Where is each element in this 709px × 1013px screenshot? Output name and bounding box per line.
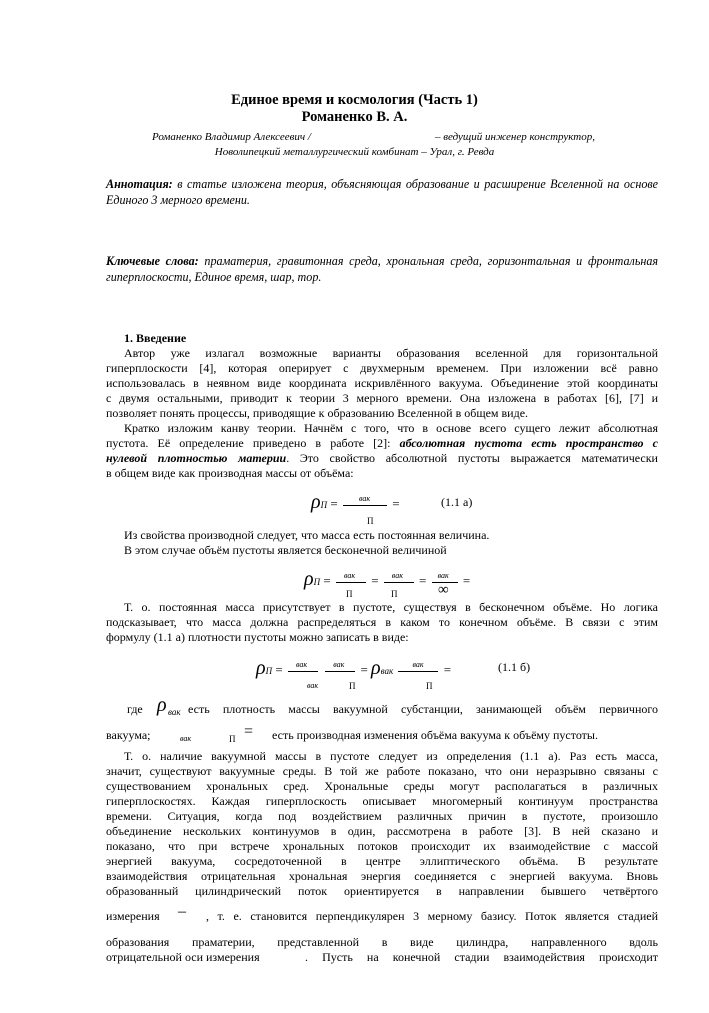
p4-line: энергией вакуума, сосредоточенной в центре эллиптического объёма. В результате [106,854,658,868]
p2-text: пустота. Её определение приведено в работе [2]: [106,436,400,450]
minus-sign: – [178,903,186,920]
paper-author: Романенко В. А. [301,109,408,125]
equation-number: (1.1 а) [441,495,473,509]
infinity-symbol: ∞ [438,582,449,598]
p1-line: позволяет понять процессы, приводящие к образованию Вселенной в общем виде. [106,406,529,420]
p1-line: Автор уже излагал возможные варианты образования вселенной для горизонтальной [124,346,658,360]
p3-line: формулу (1.1 а) плотности пустоты можно записать в виде: [106,630,409,644]
text-line: В этом случае объём пустоты является бесконечной величиной [124,543,447,557]
p3-line: подсказывает, что масса должна распределяться в каком то конечном объёме. В связи с этим [106,615,658,629]
numerator-sub: вак [333,659,345,669]
numerator-sub: вак [343,570,356,580]
fraction-bar [288,659,318,672]
subscript-vak: вак [168,707,181,717]
p4-line: гиперплоскостях. Каждая гиперплоскость описывает многомерный континуум пространства [106,794,658,808]
author-role: – ведущий инженер конструктор, [435,131,595,143]
p4-line: объединение нескольких континуумов в один, рассмотрена в работе [3]. В ней сказано и [106,824,658,838]
p2-line [106,436,658,451]
equals-sign: = [244,723,254,740]
subscript-p: П [320,500,328,510]
paper-title: Единое время и космология (Часть 1) [231,92,478,108]
section-heading: 1. Введение [124,331,187,345]
rho-symbol: ρ [304,568,314,590]
p1-line: гиперплоскости [4], которая оперирует с двухмерным временем. При изложении всё равно [106,361,658,375]
definition-emphasis: нулевой плотностью материи [106,451,287,465]
numerator-sub: вак [295,659,308,669]
equals-sign: = [275,662,283,677]
fraction-bar [325,659,355,672]
p4-line: образования праматерии, представленной в виде цилиндра, направленного вдоль [106,935,658,949]
p4-line: образованный цилиндрический поток ориентируется в направлении бывшего четвёртого [106,884,658,898]
definition-emphasis: абсолютная пустота есть пространство с [399,436,658,450]
p2-line [106,451,658,466]
p2-line: в общем виде как производная массы от объёма: [106,466,354,480]
denominator: П [391,589,398,599]
author-fullname: Романенко Владимир Алексеевич / [152,131,311,143]
numerator-sub: вак [358,493,371,503]
equals-sign: = [462,573,471,588]
subscript-vak: вак [380,666,394,676]
formula-1-1b [256,657,451,680]
denominator: П [426,681,433,691]
denominator: П [349,681,356,691]
p1-line: с двумя остальными, приводит к теории 3 мерного времени. Она изложена в работах [6], [7] и [106,391,658,405]
measurement-label: измерения [106,909,160,923]
affiliation-line-2: Новолипецкий металлургический комбинат – Урал, г. Ревда [214,146,495,158]
equals-sign: = [419,573,427,588]
keywords-label: Ключевые слова: [106,254,199,268]
abstract-text: в статье изложена теория, объясняющая образование и расширение Вселенной на основе Единого 3 мерного времени. [106,177,658,207]
numerator-sub: вак [437,570,449,580]
rho-symbol: ρ [157,694,167,716]
abstract-label: Аннотация: [106,177,173,191]
p1-line: использовалась в неявном виде координата искривлённого вакуума. Объединение этой координаты [106,376,658,390]
subscript-p: П [229,734,236,744]
numerator-sub: вак [391,570,403,580]
equals-sign: = [330,496,338,511]
subscript-p: П [265,666,273,676]
keywords-text: праматерия, гравитонная среда, хрональная среда, горизонтальная и фронтальная гиперплоскости, Единое время, шар, тор. [106,254,658,284]
keywords [106,254,658,285]
p4-line: показано, что при встрече хрональных потоков происходит их взаимодействие с массой [106,839,658,853]
equals-sign: = [360,662,368,677]
denominator: П [346,589,353,599]
vacuum-label: вакуума; [106,728,151,742]
p4-line: значит, существуют вакуумные среды. В той же работе показано, что они неразрывно связаны с [106,764,658,778]
subscript-vak: вак [180,734,192,743]
rho-symbol: ρ [256,657,266,679]
axis-label: отрицательной оси измерения [106,950,260,964]
p4-line: взаимодействия отрицательная хрональная энергия соединяется с энергией вакуума. Вновь [106,869,658,883]
denominator: П [367,516,374,526]
p4-line: . Пусть на конечной стадии взаимодействия происходит [305,950,658,964]
equals-sign: = [392,496,400,511]
numerator-sub: вак [412,659,424,669]
equation-number: (1.1 б) [498,660,531,674]
text-line: Из свойства производной следует, что масса есть постоянная величина. [124,528,490,542]
abstract [106,177,658,208]
equals-sign: = [443,662,452,677]
fraction-bar [343,493,387,506]
p2-line: Кратко изложим канву теории. Начнём с того, что в основе всего сущего лежит абсолютная [124,421,658,435]
subscript-p: П [313,577,321,587]
p3-line: Т. о. постоянная масса присутствует в пустоте, существуя в бесконечном объёме. Но логика [124,600,658,614]
rho-symbol: ρ [311,491,321,513]
formula-1-1a [311,491,400,514]
derivative-text: есть производная изменения объёма вакуума к объёму пустоты. [272,728,598,742]
where-label: где [127,702,143,716]
p4-line: существованием хрональных сред. Хрональные среды могут располагаться в различных [106,779,658,793]
equals-sign: = [371,573,379,588]
denominator-vak: вак [307,681,319,690]
p4-line: , т. е. становится перпендикулярен 3 мерному базису. Поток является стадией [206,909,658,923]
p4-line: Т. о. наличие вакуумной массы в пустоте следует из определения (1.1 а). Раз есть масса, [124,749,658,763]
fraction-bar [384,570,414,583]
fraction-bar [336,570,366,583]
rho-symbol: ρ [371,657,381,679]
equals-sign: = [323,573,331,588]
p2-text: . Это свойство абсолютной пустоты выражается математически [286,451,658,465]
p4-line: времени. Ситуация, когда под воздействием различных причин в пустоте, произошло [106,809,658,823]
fraction-bar [398,659,438,672]
where-text: есть плотность массы вакуумной субстанции, занимающей объём первичного [188,702,658,716]
